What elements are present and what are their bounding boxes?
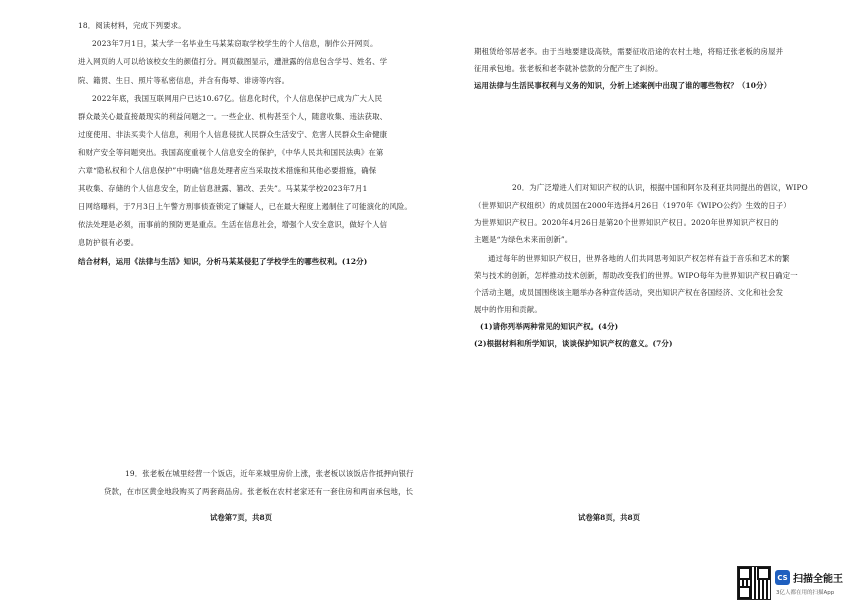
q18-text-line: 2022年底，我国互联网用户已达10.67亿。信息化时代，个人信息保护已成为广大人民 bbox=[92, 94, 383, 103]
qr-code-icon bbox=[738, 567, 770, 599]
q18-text-line: 依法处理是必须，而事前的预防更是重点。生活在信息社会，增强个人安全意识，做好个人信 bbox=[78, 220, 388, 229]
page-footer: 试卷第7页，共8页 bbox=[210, 513, 273, 522]
q20-text-line: 20．为广泛增进人们对知识产权的认识，根据中国和阿尔及利亚共同提出的倡议，WIPO bbox=[512, 183, 808, 192]
q18-text-line: 日网络曝料，于7月3日上午警方刑事侦查锁定了嫌疑人，已在最大程度上遏制住了可能演化的风险。 bbox=[78, 202, 412, 211]
q18-text-line: 和财产安全等问题突出。我国高度重视个人信息安全的保护，《中华人民共和国民法典》在第 bbox=[78, 148, 384, 157]
q18-text-line: 六章“隐私权和个人信息保护”中明确“信息处理者应当采取技术措施和其他必要措施，确保 bbox=[78, 166, 377, 175]
q18-text-line: 院、籍贯、生日、照片等私密信息，并含有侮辱、诽谤等内容。 bbox=[78, 76, 290, 85]
q19-text-line: 征用承包地。张老板和老李就补偿款的分配产生了纠纷。 bbox=[474, 64, 663, 73]
watermark-subtitle: 3亿人都在用的扫描App bbox=[776, 590, 835, 596]
q18-text-line: 进入网页的人可以给该校女生的颜值打分。网页截图显示，遭泄露的信息包含学号、姓名、学 bbox=[78, 57, 388, 66]
q20-sub-question-1: (1)请你列举两种常见的知识产权。(4分) bbox=[480, 322, 619, 331]
q18-text-line: 其收集、存储的个人信息安全，防止信息泄露、篡改、丢失”。马某某学校2023年7月1 bbox=[78, 184, 368, 193]
q18-prompt: 结合材料，运用《法律与生活》知识，分析马某某侵犯了学校学生的哪些权利。(12分) bbox=[78, 257, 368, 266]
q19-prompt: 运用法律与生活民事权利与义务的知识，分析上述案例中出现了谁的哪些物权？（10分） bbox=[474, 81, 772, 90]
q20-text-line: 通过每年的世界知识产权日，世界各地的人们共同思考知识产权怎样有益于音乐和艺术的繁 bbox=[488, 254, 790, 263]
q20-text-line: 展中的作用和贡献。 bbox=[474, 305, 542, 314]
camscanner-logo-icon: CS bbox=[775, 570, 790, 585]
q19-text-line: 贷款，在市区黄金地段购买了两套商品房。张老板在农村老家还有一套住房和两亩承包地，长 bbox=[104, 487, 414, 496]
watermark-brand: 扫描全能王 bbox=[793, 574, 843, 585]
q20-text-line: （世界知识产权组织）的成员国在2000年选择4月26日（1970年《WIPO公约》生效的日子） bbox=[474, 201, 791, 210]
q19-text-line: 19．张老板在城里经营一个饭店，近年来城里房价上涨，张老板以该饭店作抵押向银行 bbox=[125, 469, 414, 478]
q18-text-line: 过度使用、非法买卖个人信息，利用个人信息侵扰人民群众生活安宁、危害人民群众生命健康 bbox=[78, 130, 388, 139]
q18-text-line: 息防护很有必要。 bbox=[78, 238, 139, 247]
q18-heading: 18．阅读材料，完成下列要求。 bbox=[78, 21, 186, 30]
q18-text-line: 群众最关心最直接最现实的利益问题之一。一些企业、机构甚至个人，随意收集、违法获取、 bbox=[78, 112, 388, 121]
q20-text-line: 荣与技术的创新，怎样推动技术创新，帮助改变我们的世界。WIPO每年为世界知识产权日确定一 bbox=[474, 271, 798, 280]
q20-text-line: 个活动主题，成员国围绕该主题举办各种宣传活动，突出知识产权在各国经济、文化和社会发 bbox=[474, 288, 784, 297]
q19-text-line: 期租赁给邻居老李。由于当地要建设高铁，需要征收沿途的农村土地，将赔迁张老板的房屋并 bbox=[474, 47, 784, 56]
q20-sub-question-2: (2)根据材料和所学知识，谈谈保护知识产权的意义。(7分) bbox=[474, 339, 673, 348]
q20-text-line: 为世界知识产权日。2020年4月26日是第20个世界知识产权日。2020年世界知识产权日的 bbox=[474, 218, 779, 227]
page-footer: 试卷第8页，共8页 bbox=[578, 513, 641, 522]
q18-text-line: 2023年7月1日，某大学一名毕业生马某某窃取学校学生的个人信息，制作公开网页。 bbox=[92, 39, 378, 48]
q20-text-line: 主题是“为绿色未来而创新”。 bbox=[474, 235, 573, 244]
right-page bbox=[430, 0, 860, 608]
